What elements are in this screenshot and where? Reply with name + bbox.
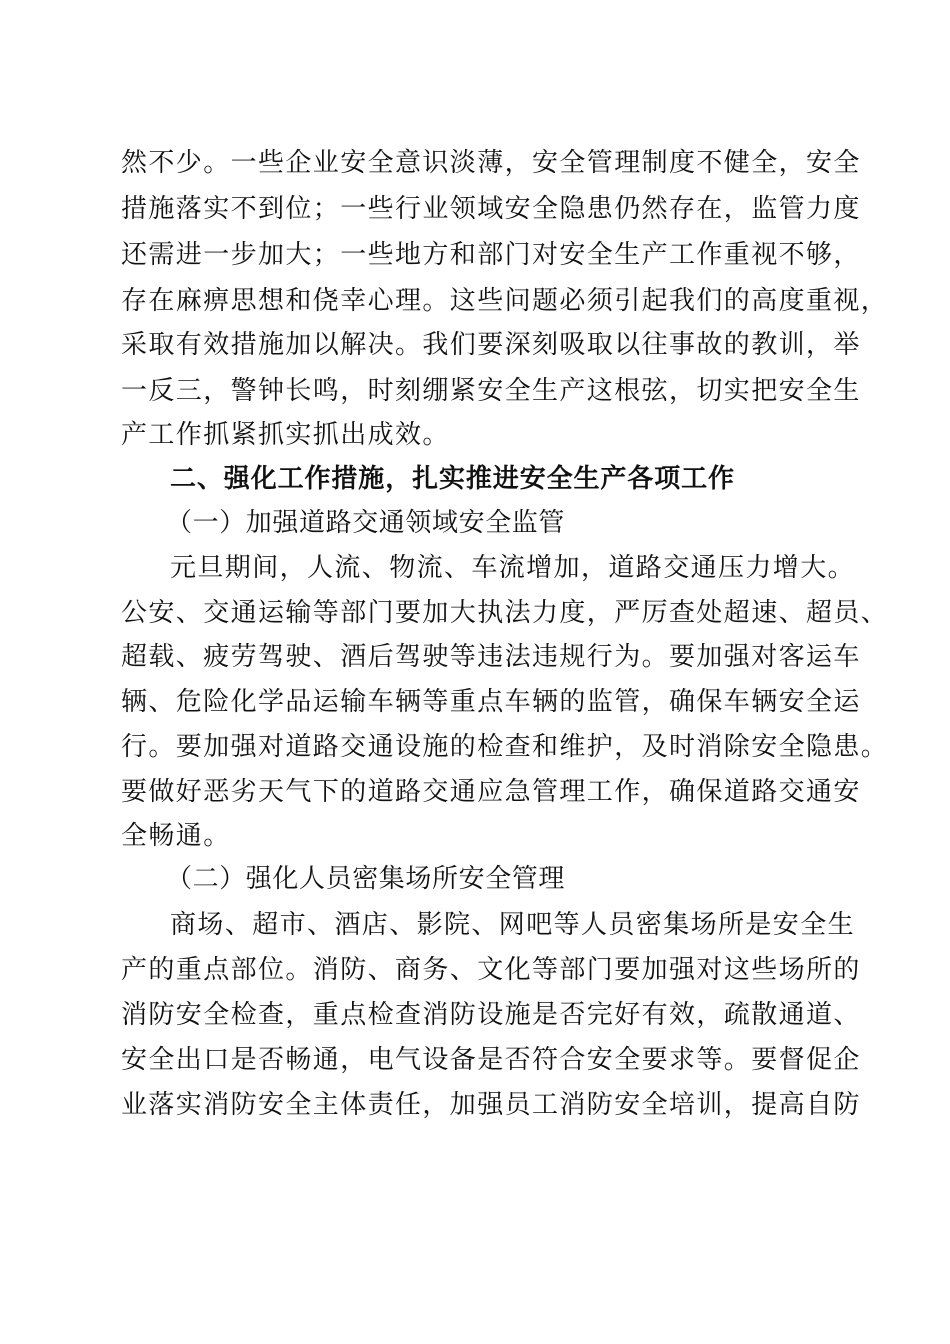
body-text-line: 消防安全检查，重点检查消防设施是否完好有效，疏散通道、 (121, 1000, 861, 1030)
body-text-line: 措施落实不到位；一些行业领域安全隐患仍然存在，监管力度 (121, 194, 861, 224)
body-text-line: 全畅通。 (121, 821, 231, 851)
body-text-line: 然不少。一些企业安全意识淡薄，安全管理制度不健全，安全 (121, 148, 861, 178)
body-text-line: 产工作抓紧抓实抓出成效。 (121, 420, 450, 450)
body-text-line: 业落实消防安全主体责任，加强员工消防安全培训，提高自防 (121, 1090, 861, 1120)
body-text-line: 行。要加强对道路交通设施的检查和维护，及时消除安全隐患。 (121, 732, 889, 762)
subsection-heading: （一）加强道路交通领域安全监管 (166, 508, 566, 538)
section-heading: 二、强化工作措施，扎实推进安全生产各项工作 (170, 464, 735, 494)
body-text-line: 采取有效措施加以解决。我们要深刻吸取以往事故的教训，举 (121, 330, 861, 360)
body-text-line: 超载、疲劳驾驶、酒后驾驶等违法违规行为。要加强对客运车 (121, 642, 861, 672)
body-text-line: 公安、交通运输等部门要加大执法力度，严厉查处超速、超员、 (121, 598, 889, 628)
body-text-line: 一反三，警钟长鸣，时刻绷紧安全生产这根弦，切实把安全生 (121, 376, 861, 406)
body-text-line: 要做好恶劣天气下的道路交通应急管理工作，确保道路交通安 (121, 777, 861, 807)
body-text-line: 元旦期间，人流、物流、车流增加，道路交通压力增大。 (170, 553, 856, 583)
body-text-line: 产的重点部位。消防、商务、文化等部门要加强对这些场所的 (121, 955, 861, 985)
body-text-line: 还需进一步加大；一些地方和部门对安全生产工作重视不够， (121, 240, 861, 270)
body-text-line: 存在麻痹思想和侥幸心理。这些问题必须引起我们的高度重视， (121, 286, 889, 316)
subsection-heading: （二）强化人员密集场所安全管理 (166, 864, 566, 894)
body-text-line: 安全出口是否畅通，电气设备是否符合安全要求等。要督促企 (121, 1045, 861, 1075)
body-text-line: 辆、危险化学品运输车辆等重点车辆的监管，确保车辆安全运 (121, 687, 861, 717)
body-text-line: 商场、超市、酒店、影院、网吧等人员密集场所是安全生 (170, 910, 856, 940)
